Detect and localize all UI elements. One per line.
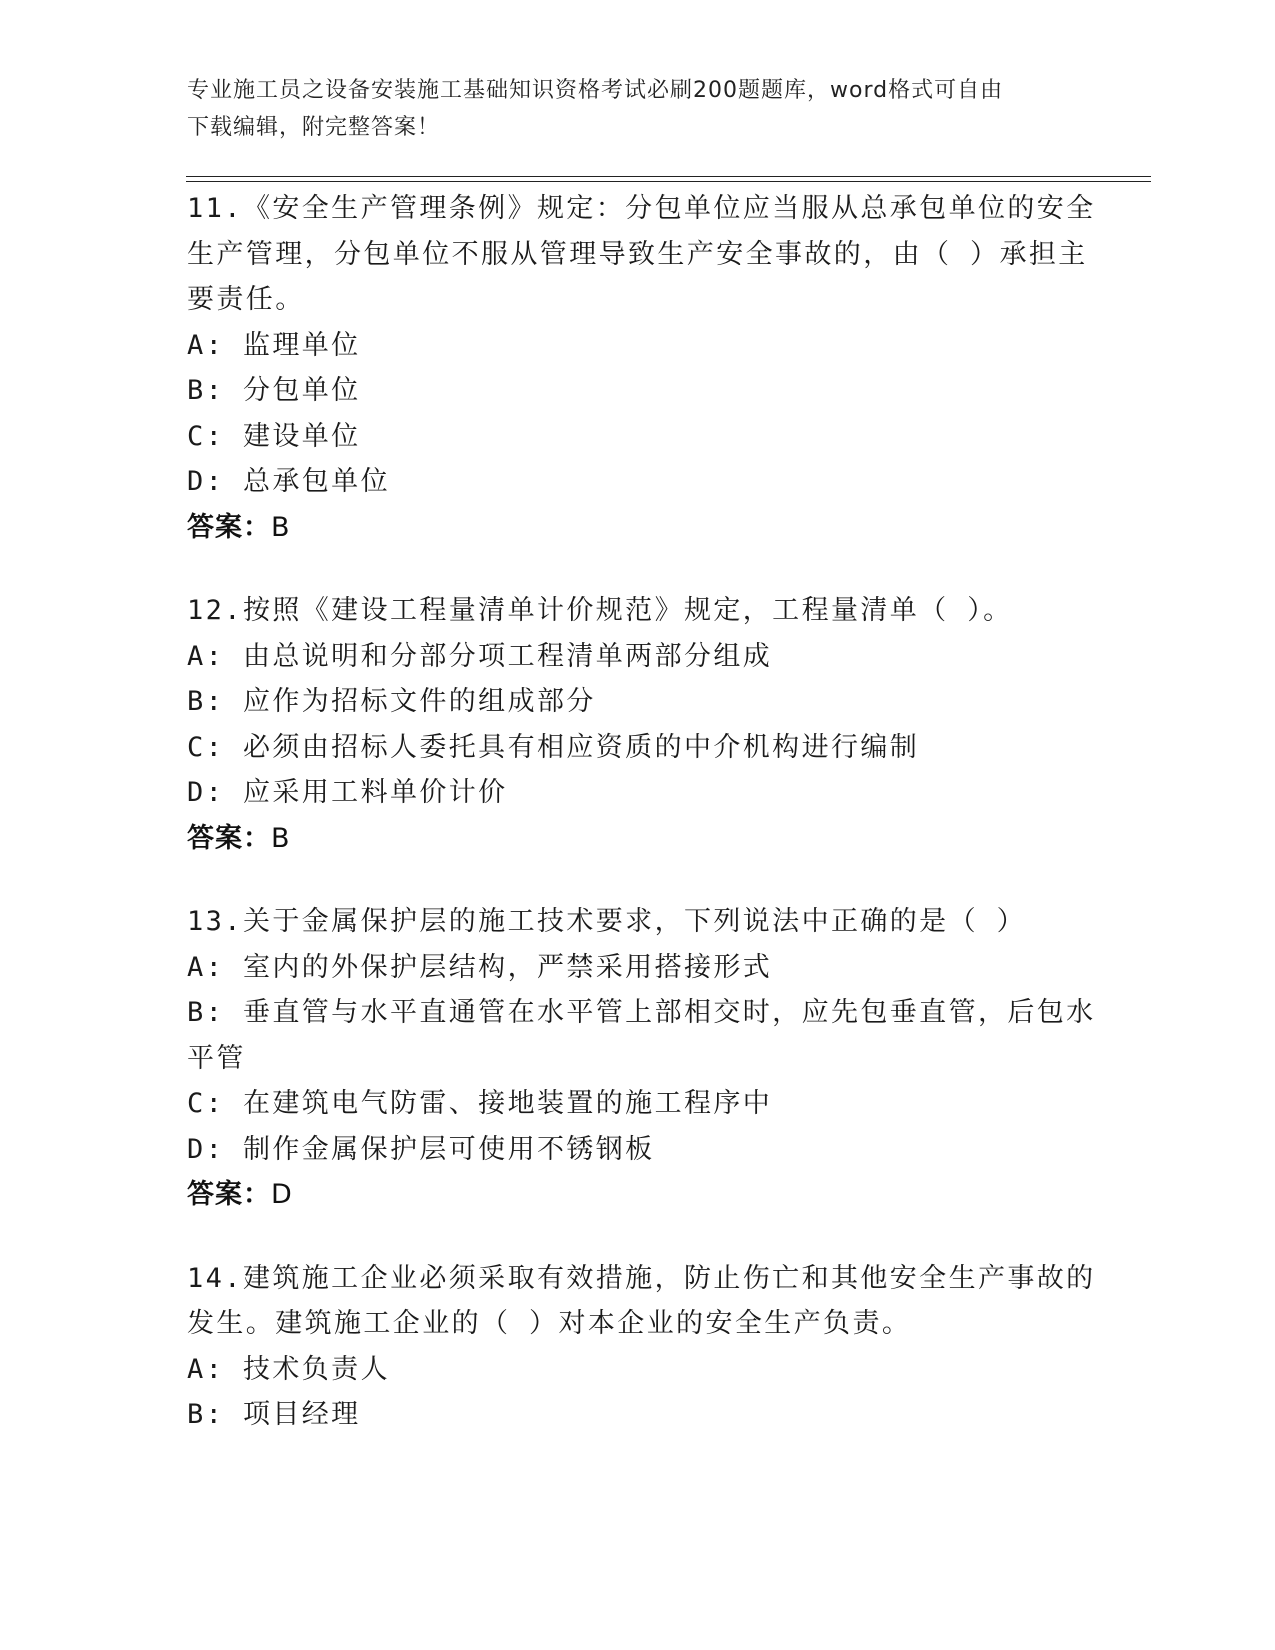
option-b-continued: 平管 [187, 1042, 246, 1074]
answer-value: B [271, 511, 291, 543]
option-a [187, 323, 1087, 369]
option-a [187, 1347, 1087, 1393]
option-letter: B: [187, 686, 225, 717]
document-header [187, 72, 1067, 146]
question-12 [187, 588, 1087, 861]
answer-value: B [271, 822, 291, 854]
option-c [187, 1081, 1087, 1127]
option-a [187, 945, 1087, 991]
option-text: 应采用工料单价计价 [242, 777, 508, 808]
option-text: 监理单位 [242, 329, 361, 361]
option-letter: C: [187, 420, 225, 452]
stem-line: 12.按照《建设工程量清单计价规范》规定，工程量清单（ ）。 [187, 595, 1013, 626]
option-text: 应作为招标文件的组成部分 [242, 686, 596, 717]
option-letter: D: [187, 1133, 225, 1165]
option-a [187, 634, 1087, 680]
question-stem [187, 186, 1096, 323]
option-b [187, 1392, 1087, 1438]
question-stem [187, 588, 1087, 634]
option-letter: A: [187, 951, 225, 983]
answer-label: 答案： [187, 822, 271, 854]
question-11 [187, 186, 1096, 550]
option-b [187, 990, 1096, 1036]
option-letter: C: [187, 731, 225, 763]
stem-line: 14.建筑施工企业必须采取有效措施，防止伤亡和其他安全生产事故的 [187, 1262, 1096, 1294]
stem-line: 11.《安全生产管理条例》规定：分包单位应当服从总承包单位的安全 [187, 193, 1096, 224]
option-letter: D: [187, 777, 225, 808]
option-letter: D: [187, 466, 225, 497]
stem-line: 生产管理，分包单位不服从管理导致生产安全事故的，由（ ）承担主 [187, 238, 1088, 270]
option-text: 垂直管与水平直通管在水平管上部相交时，应先包垂直管，后包水 [242, 997, 1096, 1028]
option-text: 分包单位 [242, 375, 361, 406]
answer-value: D [271, 1179, 293, 1210]
option-d [187, 770, 1087, 816]
answer-label: 答案： [187, 1179, 271, 1210]
header-divider-top [186, 176, 1151, 177]
option-text: 制作金属保护层可使用不锈钢板 [242, 1133, 655, 1165]
option-letter: B: [187, 997, 225, 1028]
answer-line [187, 1172, 1087, 1218]
answer-line [187, 816, 1087, 862]
answer-label: 答案： [187, 511, 271, 543]
answer-line [187, 505, 1087, 551]
option-letter: C: [187, 1088, 225, 1119]
option-letter: B: [187, 375, 225, 406]
option-letter: A: [187, 640, 225, 672]
option-text: 总承包单位 [242, 466, 390, 497]
option-text: 技术负责人 [242, 1353, 390, 1385]
header-divider-bottom [186, 181, 1151, 182]
stem-line: 要责任。 [187, 284, 305, 315]
option-b [187, 679, 1087, 725]
question-14 [187, 1256, 1096, 1438]
option-text: 室内的外保护层结构，严禁采用搭接形式 [242, 951, 773, 983]
question-stem [187, 1256, 1096, 1347]
option-text: 在建筑电气防雷、接地装置的施工程序中 [242, 1088, 773, 1119]
option-text: 由总说明和分部分项工程清单两部分组成 [242, 640, 773, 672]
option-text: 建设单位 [242, 420, 361, 452]
header-line-1: 专业施工员之设备安装施工基础知识资格考试必刷200题题库，word格式可自由 [187, 78, 1004, 103]
option-d [187, 459, 1087, 505]
option-letter: A: [187, 1353, 225, 1385]
option-letter: B: [187, 1399, 225, 1430]
option-b [187, 368, 1087, 414]
stem-line: 发生。建筑施工企业的（ ）对本企业的安全生产负责。 [187, 1308, 912, 1339]
question-13 [187, 899, 1096, 1218]
stem-line: 13.关于金属保护层的施工技术要求，下列说法中正确的是（ ） [187, 906, 1027, 937]
header-line-2: 下载编辑，附完整答案！ [187, 115, 441, 140]
option-letter: A: [187, 329, 225, 361]
option-c [187, 725, 1087, 771]
option-c [187, 414, 1087, 460]
option-d [187, 1127, 1087, 1173]
option-text: 必须由招标人委托具有相应资质的中介机构进行编制 [242, 731, 920, 763]
question-list [187, 186, 1096, 1476]
option-text: 项目经理 [242, 1399, 361, 1430]
question-stem [187, 899, 1087, 945]
